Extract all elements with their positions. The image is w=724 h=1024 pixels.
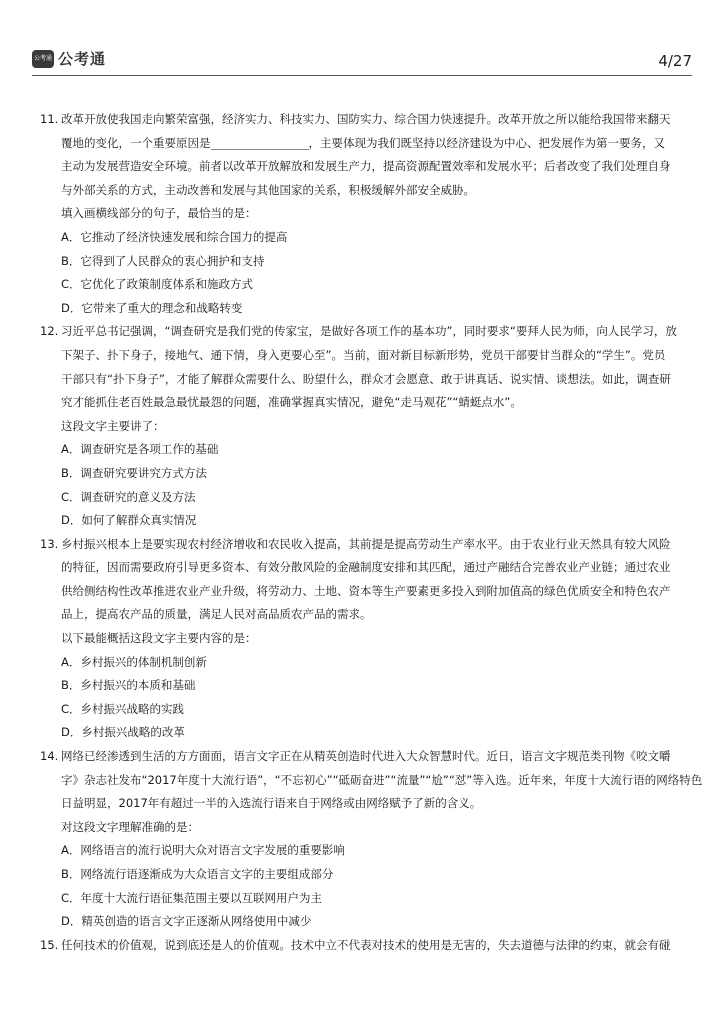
question-11 (40, 108, 690, 320)
logo-badge-icon: 公考通 (32, 50, 54, 68)
option-c: C．调查研究的意义及方法 (61, 489, 196, 504)
option-b: B．它得到了人民群众的衷心拥护和支持 (61, 253, 265, 268)
option-a: A．调查研究是各项工作的基础 (61, 442, 219, 457)
question-text-line: 主动为发展营造安全环境。前者以改革开放解放和发展生产力，提高资源配置效率和发展水平；后者改变了我们处理自身 (61, 159, 671, 174)
question-number: 11. (40, 112, 59, 126)
question-text-line: 乡村振兴根本上是要实现农村经济增收和农民收入提高，其前提是提高劳动生产率水平。由于农业行业天然具有较大风险 (61, 536, 671, 551)
question-text-line: 下架子、扑下身子，接地气、通下情，身入更要心至”。当前，面对新目标新形势，党员干部要甘当群众的“学生”。党员 (61, 347, 666, 362)
question-text-line: 与外部关系的方式，主动改善和发展与其他国家的关系，积极缓解外部安全威胁。 (61, 182, 475, 197)
question-text-line: 字》杂志社发布“2017年度十大流行语”，“不忘初心”“砥砺奋进”“流量”“尬”“怼”等入选。近年来，年度十大流行语的网络特色 (61, 772, 703, 787)
question-text-line: 改革开放使我国走向繁荣富强，经济实力、科技实力、国防实力、综合国力快速提升。改革开放之所以能给我国带来翻天 (61, 112, 671, 126)
header-divider (32, 75, 692, 76)
question-text-line: 的特征，因而需要政府引导更多资本、有效分散风险的金融制度安排和其匹配，通过产融结合完善农业产业链；通过农业 (61, 560, 671, 575)
option-d: D．乡村振兴战略的改革 (61, 725, 185, 740)
option-d: D．它带来了重大的理念和战略转变 (61, 300, 243, 315)
question-text-line: 干部只有“扑下身子”，才能了解群众需要什么、盼望什么，群众才会愿意、敢于讲真话、说实情、谈想法。如此，调查研 (61, 371, 671, 386)
page-indicator: 4/27 (658, 52, 692, 70)
option-d: D．精英创造的语言文字正逐渐从网络使用中减少 (61, 914, 312, 929)
question-12 (40, 320, 690, 532)
question-text-line: 任何技术的价值观，说到底还是人的价值观。技术中立不代表对技术的使用是无害的，失去道德与法律的约束，就会有碰 (61, 937, 671, 952)
question-text-line: 习近平总书记强调，“调查研究是我们党的传家宝，是做好各项工作的基本功”，同时要求“要拜人民为师，向人民学习，放 (61, 324, 677, 339)
question-text-line: 日益明显，2017年有超过一半的入选流行语来自于网络或由网络赋予了新的含义。 (61, 796, 482, 811)
question-text-line: ，主要体现为我们既坚持以经济建设为中心、把发展作为第一要务，又 (308, 135, 665, 150)
option-c: C．年度十大流行语征集范围主要以互联网用户为主 (61, 890, 323, 905)
option-a: A．它推动了经济快速发展和综合国力的提高 (61, 229, 288, 244)
page-header (32, 42, 692, 72)
question-text-line: 究才能抓住老百姓最急最忧最怨的问题，准确掌握真实情况，避免“走马观花”“蜻蜓点水”。 (61, 395, 522, 410)
question-number: 13. (40, 536, 59, 551)
question-number: 14. (40, 749, 59, 764)
question-prompt: 对这段文字理解准确的是： (61, 819, 199, 834)
answer-blank (211, 135, 309, 150)
option-b: B．调查研究要讲究方式方法 (61, 465, 207, 480)
question-prompt: 以下最能概括这段文字主要内容的是： (61, 631, 257, 646)
question-13 (40, 533, 690, 745)
question-prompt: 这段文字主要讲了： (61, 418, 165, 433)
option-c: C．乡村振兴战略的实践 (61, 701, 185, 716)
question-14 (40, 745, 703, 934)
brand-logo (32, 48, 106, 69)
option-b: B．网络流行语逐渐成为大众语言文字的主要组成部分 (61, 867, 334, 881)
option-a: A．乡村振兴的体制机制创新 (61, 654, 207, 669)
question-number: 12. (40, 324, 59, 339)
question-text-line: 供给侧结构性改革推进农业产业升级，将劳动力、土地、资本等生产要素更多投入到附加值高的绿色优质安全和特色农产 (61, 583, 671, 598)
question-text-line: 品上，提高农产品的质量，满足人民对高品质农产品的需求。 (61, 607, 372, 622)
question-text-line: 覆地的变化，一个重要原因是 (61, 135, 211, 150)
question-prompt: 填入画横线部分的句子，最恰当的是： (61, 206, 257, 221)
question-15 (40, 934, 690, 958)
option-c: C．它优化了政策制度体系和施政方式 (61, 277, 254, 292)
option-b: B．乡村振兴的本质和基础 (61, 678, 196, 693)
question-text-line: 网络已经渗透到生活的方方面面，语言文字正在从精英创造时代进入大众智慧时代。近日，语言文字规范类刊物《咬文嚼 (61, 749, 671, 764)
logo-text: 公考通 (58, 50, 107, 68)
option-d: D．如何了解群众真实情况 (61, 513, 197, 528)
question-number: 15. (40, 937, 59, 952)
option-a: A．网络语言的流行说明大众对语言文字发展的重要影响 (61, 843, 345, 858)
question-list (40, 108, 703, 957)
